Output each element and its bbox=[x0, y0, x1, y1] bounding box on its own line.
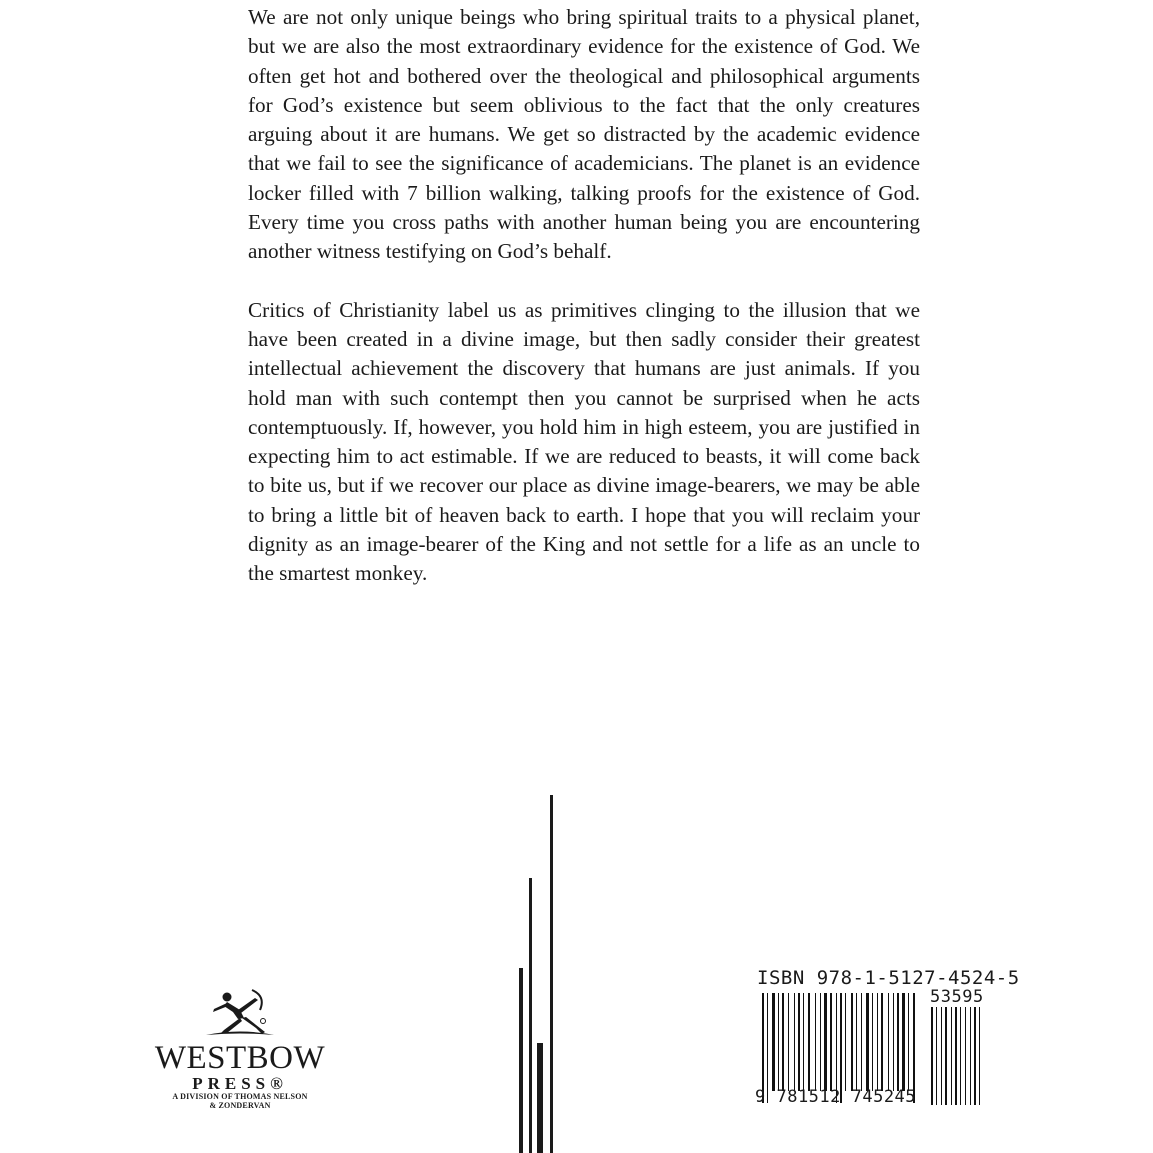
publisher-division-line-2: & ZONDERVAN bbox=[209, 1101, 271, 1110]
publisher-press: PRESS® bbox=[192, 1074, 288, 1093]
price-code: 53595 bbox=[930, 987, 984, 1007]
publisher-division-line-1: A DIVISION OF THOMAS NELSON bbox=[172, 1092, 308, 1101]
blurb-paragraph-1: We are not only unique beings who bring spiritual traits to a physical planet, but we are also the most extraordinary evidence for the existence of God. We often get hot and bothered over the theological and philosophical arguments for God’s existence but seem oblivious to the fact that the only creatures arguing about it are humans. We get so distracted by the academic evidence that we fail to see the significance of academicians. The planet is an evidence locker filled with 7 billion walking, talking proofs for the existence of God. Every time you cross paths with another human being you are encountering another witness testifying on God’s behalf. bbox=[248, 5, 920, 264]
decorative-line-tall bbox=[550, 795, 553, 1153]
back-cover-blurb bbox=[248, 3, 920, 618]
decorative-line-shortest bbox=[537, 1043, 543, 1153]
blurb-paragraph-2: Critics of Christianity label us as primitives clinging to the illusion that we have been created in a divine image, but then sadly consider their greatest intellectual achievement the discovery that humans are just animals. If you hold man with such contempt then you cannot be surprised when he acts contemptuously. If, however, you hold him in high esteem, you are justified in expecting him to act estimable. If we are reduced to beasts, it will come back to bite us, but if we recover our place as divine image-bearers, we may be able to bring a little bit of heaven back to earth. I hope that you will reclaim your dignity as an image-bearer of the King and not settle for a life as an uncle to the smartest monkey. bbox=[248, 297, 920, 586]
archer-figure-icon bbox=[200, 988, 280, 1038]
publisher-name: WESTBOW bbox=[154, 1040, 326, 1076]
isbn-number: ISBN 978-1-5127-4524-5 bbox=[757, 967, 1020, 989]
publisher-logo bbox=[140, 988, 340, 1110]
decorative-line-medium bbox=[529, 878, 532, 1153]
ean-digits: 9 781512 745245 bbox=[755, 1087, 917, 1107]
isbn-barcode bbox=[740, 965, 1020, 1115]
decorative-line-short bbox=[519, 968, 523, 1153]
